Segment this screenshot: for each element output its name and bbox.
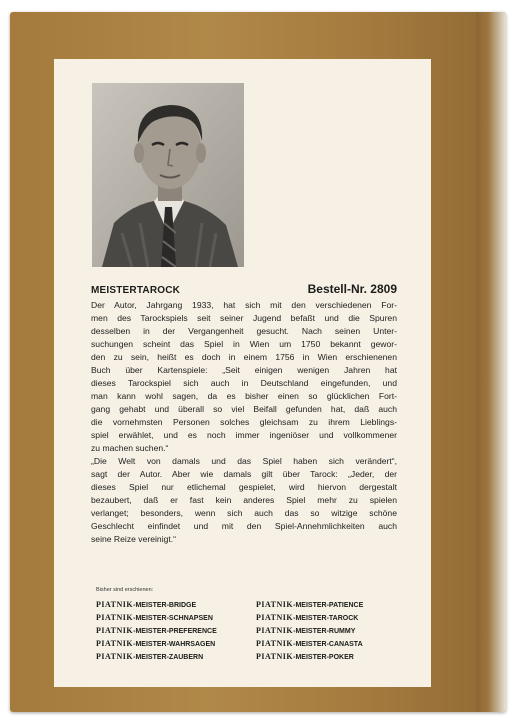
description-line: die vornehmsten Personen solches gleichsam zu ihrem Lieblings-: [91, 417, 397, 427]
description-line: sagt der Autor. Aber wie damals gilt über Tarock: „Jeder, der: [91, 469, 397, 479]
series-title: -MEISTER-SCHNAPSEN: [133, 615, 213, 622]
series-title: -MEISTER-WAHRSAGEN: [133, 641, 216, 648]
text-panel: [54, 59, 431, 687]
series-item: [256, 651, 396, 663]
description-line: desselben in der Vergangenheit gesucht. Nach seinen Unter-: [91, 326, 397, 336]
title-row: [91, 282, 397, 298]
series-brand: PIATNIK: [96, 639, 134, 648]
description-line: dieses Tarockspiel sich auch in Deutschland eingefunden, und: [91, 378, 397, 388]
series-item: [256, 638, 396, 650]
description-line: bezaubert, daß er fast kein anderes Spiel mehr zu spielen: [91, 495, 397, 505]
series-item: [96, 599, 256, 611]
series-title: -MEISTER-PATIENCE: [293, 602, 364, 609]
author-photo: [92, 83, 244, 267]
book-back-cover: [10, 12, 506, 712]
series-item: [96, 638, 256, 650]
series-list: [96, 599, 396, 663]
series-item: [96, 612, 256, 624]
description-line: „Die Welt von damals und das Spiel haben sich verändert“,: [91, 456, 397, 466]
series-item: [256, 625, 396, 637]
description-line: Der Autor, Jahrgang 1933, hat sich mit den verschiedenen For-: [91, 300, 397, 310]
series-label: Bisher sind erschienen:: [96, 587, 154, 593]
series-brand: PIATNIK: [256, 613, 294, 622]
description-line: Geschlecht einfindet und mit den Spiel-Annehmlichkeiten auch: [91, 521, 397, 531]
description-text: [91, 299, 397, 546]
series-title: -MEISTER-BRIDGE: [133, 602, 197, 609]
book-spine: [476, 12, 506, 712]
description-line: gang gehabt und überall so viel Beifall gefunden hat, daß auch: [91, 404, 397, 414]
series-brand: PIATNIK: [256, 652, 294, 661]
order-number: Bestell-Nr. 2809: [307, 282, 397, 296]
series-brand: PIATNIK: [256, 626, 294, 635]
description-line: seine Reize vereinigt.“: [91, 534, 177, 544]
series-item: [256, 599, 396, 611]
description-line: den zu sein, heißt es doch in einem 1756 in Wien erschienenen: [91, 352, 397, 362]
series-title: -MEISTER-TAROCK: [293, 615, 359, 622]
series-title: -MEISTER-RUMMY: [293, 628, 356, 635]
description-line: men des Tarockspiels seit seiner Jugend befaßt und die Spuren: [91, 313, 397, 323]
author-portrait-image: [92, 83, 244, 267]
series-brand: PIATNIK: [96, 626, 134, 635]
series-title: -MEISTER-ZAUBERN: [133, 654, 204, 661]
description-line: verlanget; besonders, wenn sich auch das so witzige schöne: [91, 508, 397, 518]
series-item: [256, 612, 396, 624]
series-title: -MEISTER-PREFERENCE: [133, 628, 217, 635]
description-line: dieses Spiel nur etlichemal gespielet, wird hiervon dergestalt: [91, 482, 397, 492]
series-title: -MEISTER-POKER: [293, 654, 354, 661]
series-item: [96, 651, 256, 663]
series-title: -MEISTER-CANASTA: [293, 641, 363, 648]
description-line: suchungen scheint das Spiel in Wien um 1750 bekannt gewor-: [91, 339, 397, 349]
description-line: zu machen suchen.“: [91, 443, 169, 453]
series-item: [96, 625, 256, 637]
description-line: spiel erwählet, und es noch immer ingeniöser und vollkommener: [91, 430, 397, 440]
series-brand: PIATNIK: [96, 600, 134, 609]
series-brand: PIATNIK: [256, 600, 294, 609]
description-line: Buch über Kartenspiele: „Seit einigen wenigen Jahren hat: [91, 365, 397, 375]
series-brand: PIATNIK: [96, 652, 134, 661]
series-brand: PIATNIK: [256, 639, 294, 648]
book-title: MEISTERTAROCK: [91, 285, 181, 296]
description-line: man kann wohl sagen, da es bisher einen so glücklichen Fort-: [91, 391, 397, 401]
series-brand: PIATNIK: [96, 613, 134, 622]
